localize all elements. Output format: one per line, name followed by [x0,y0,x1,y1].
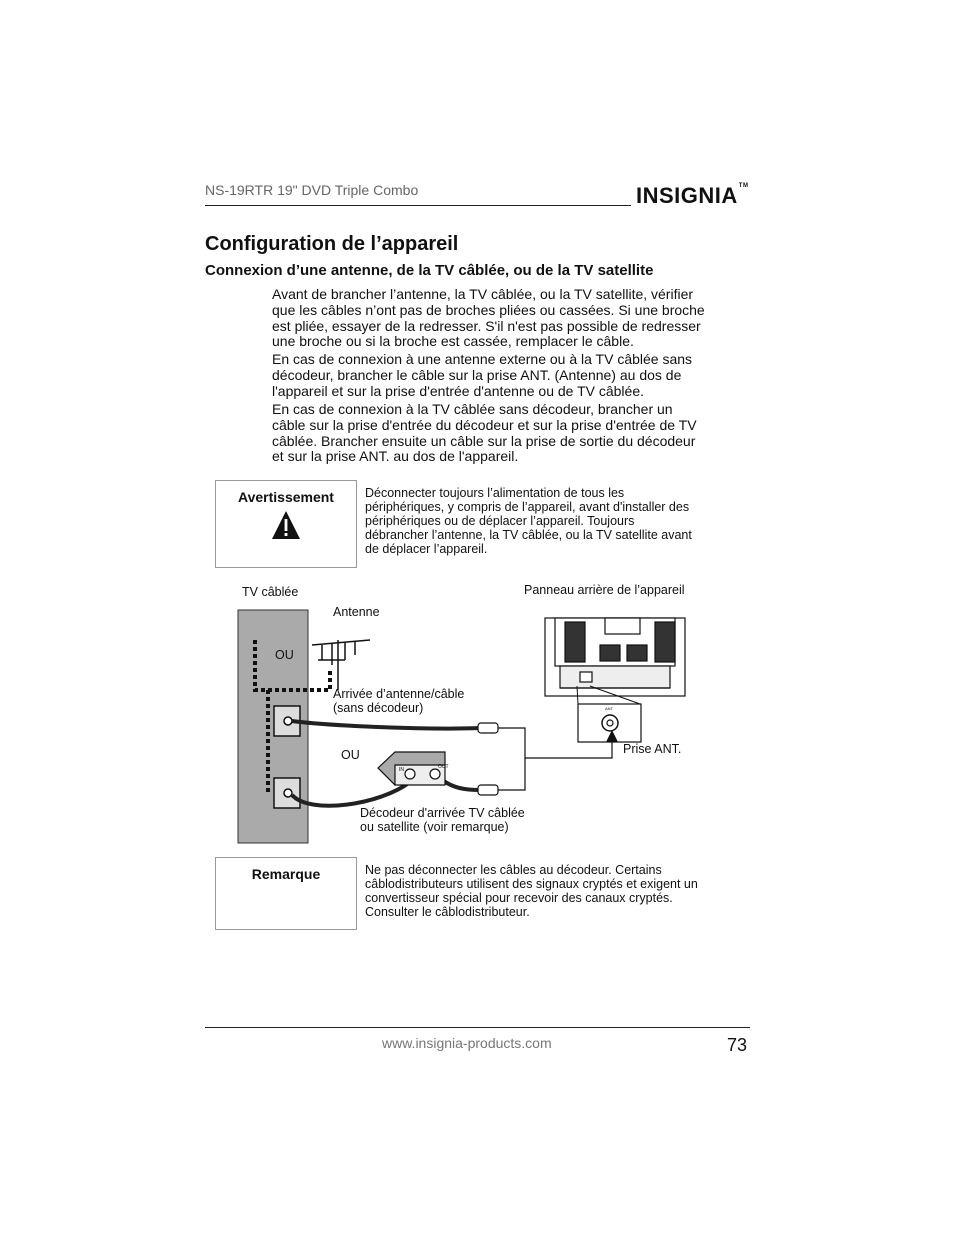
coax-cable-direct [292,721,480,729]
connection-line-to-tv [525,742,612,758]
antenna-icon [312,640,370,690]
label-back-panel: Panneau arrière de l’appareil [524,583,685,597]
decoder-box-icon [378,752,445,785]
header-divider [205,205,631,206]
svg-text:IN: IN [399,767,404,773]
page-title: Configuration de l’appareil [205,233,459,255]
paragraph-3: En cas de connexion à la TV câblée sans décodeur, brancher un câble sur la prise d'entrée du décodeur et sur la prise d'entrée de TV câblée. Brancher ensuite un câble sur la prise de sortie du décodeur et sur la prise ANT. au dos de l'appareil. [272,401,697,465]
tv-back-panel-icon [545,618,685,696]
label-or-1: OU [275,648,294,662]
wall-jack-bottom-icon [274,778,300,808]
footer-divider [205,1027,750,1028]
note-box [215,857,357,930]
label-antenna-input: Arrivée d’antenne/câble (sans décodeur) [333,687,465,715]
warning-title: Avertissement [238,489,334,505]
coax-cable-to-decoder [292,782,410,806]
footer-url: www.insignia-products.com [382,1035,552,1051]
label-ant-jack: Prise ANT. [623,742,682,756]
label-decoder: Décodeur d'arrivée TV câblée ou satellite (voir remarque) [360,806,525,834]
note-text: Ne pas déconnecter les câbles au décodeur. Certains câblodistributeurs utilisent des signaux cryptés et exigent un convertisseur spécial pour recevoir des canaux cryptés. Consulter le câblodistributeur. [365,863,698,919]
label-antenna: Antenne [333,605,380,619]
label-tv-cable: TV câblée [242,585,299,599]
svg-text:ANT: ANT [605,706,613,711]
svg-text:OUT: OUT [438,764,449,770]
header-product-name: NS-19RTR 19" DVD Triple Combo [205,182,419,198]
label-or-2: OU [341,748,360,762]
paragraph-2: En cas de connexion à une antenne externe ou à la TV câblée sans décodeur, brancher le câble sur la prise ANT. (Antenne) au dos de l'appareil et sur la prise d'entrée d'antenne ou de TV câblée. [272,351,693,399]
warning-text: Déconnecter toujours l’alimentation de tous les périphériques, y compris de l’appareil, avant d'installer des périphériques ou de déplacer l’appareil. Toujours débrancher l’antenne, la TV câblée, ou la TV satellite avant de déplacer l’appareil. [365,486,692,556]
warning-box [215,480,357,568]
connection-line [498,728,525,790]
warning-triangle-icon [216,505,356,545]
insignia-logo: INSIGNIA™ [636,183,749,208]
section-subtitle: Connexion d’une antenne, de la TV câblée, ou de la TV satellite [205,262,654,279]
paragraph-1: Avant de brancher l’antenne, la TV câblée, ou la TV satellite, vérifier que les câbles n’ont pas de broches pliées ou cassées. Si une broche est pliée, essayer de la redresser. S'il n'est pas possible de redresser une broche ou si la broche est cassée, remplacer le câble. [272,286,705,350]
note-title: Remarque [251,866,321,882]
page-number: 73 [727,1035,748,1055]
